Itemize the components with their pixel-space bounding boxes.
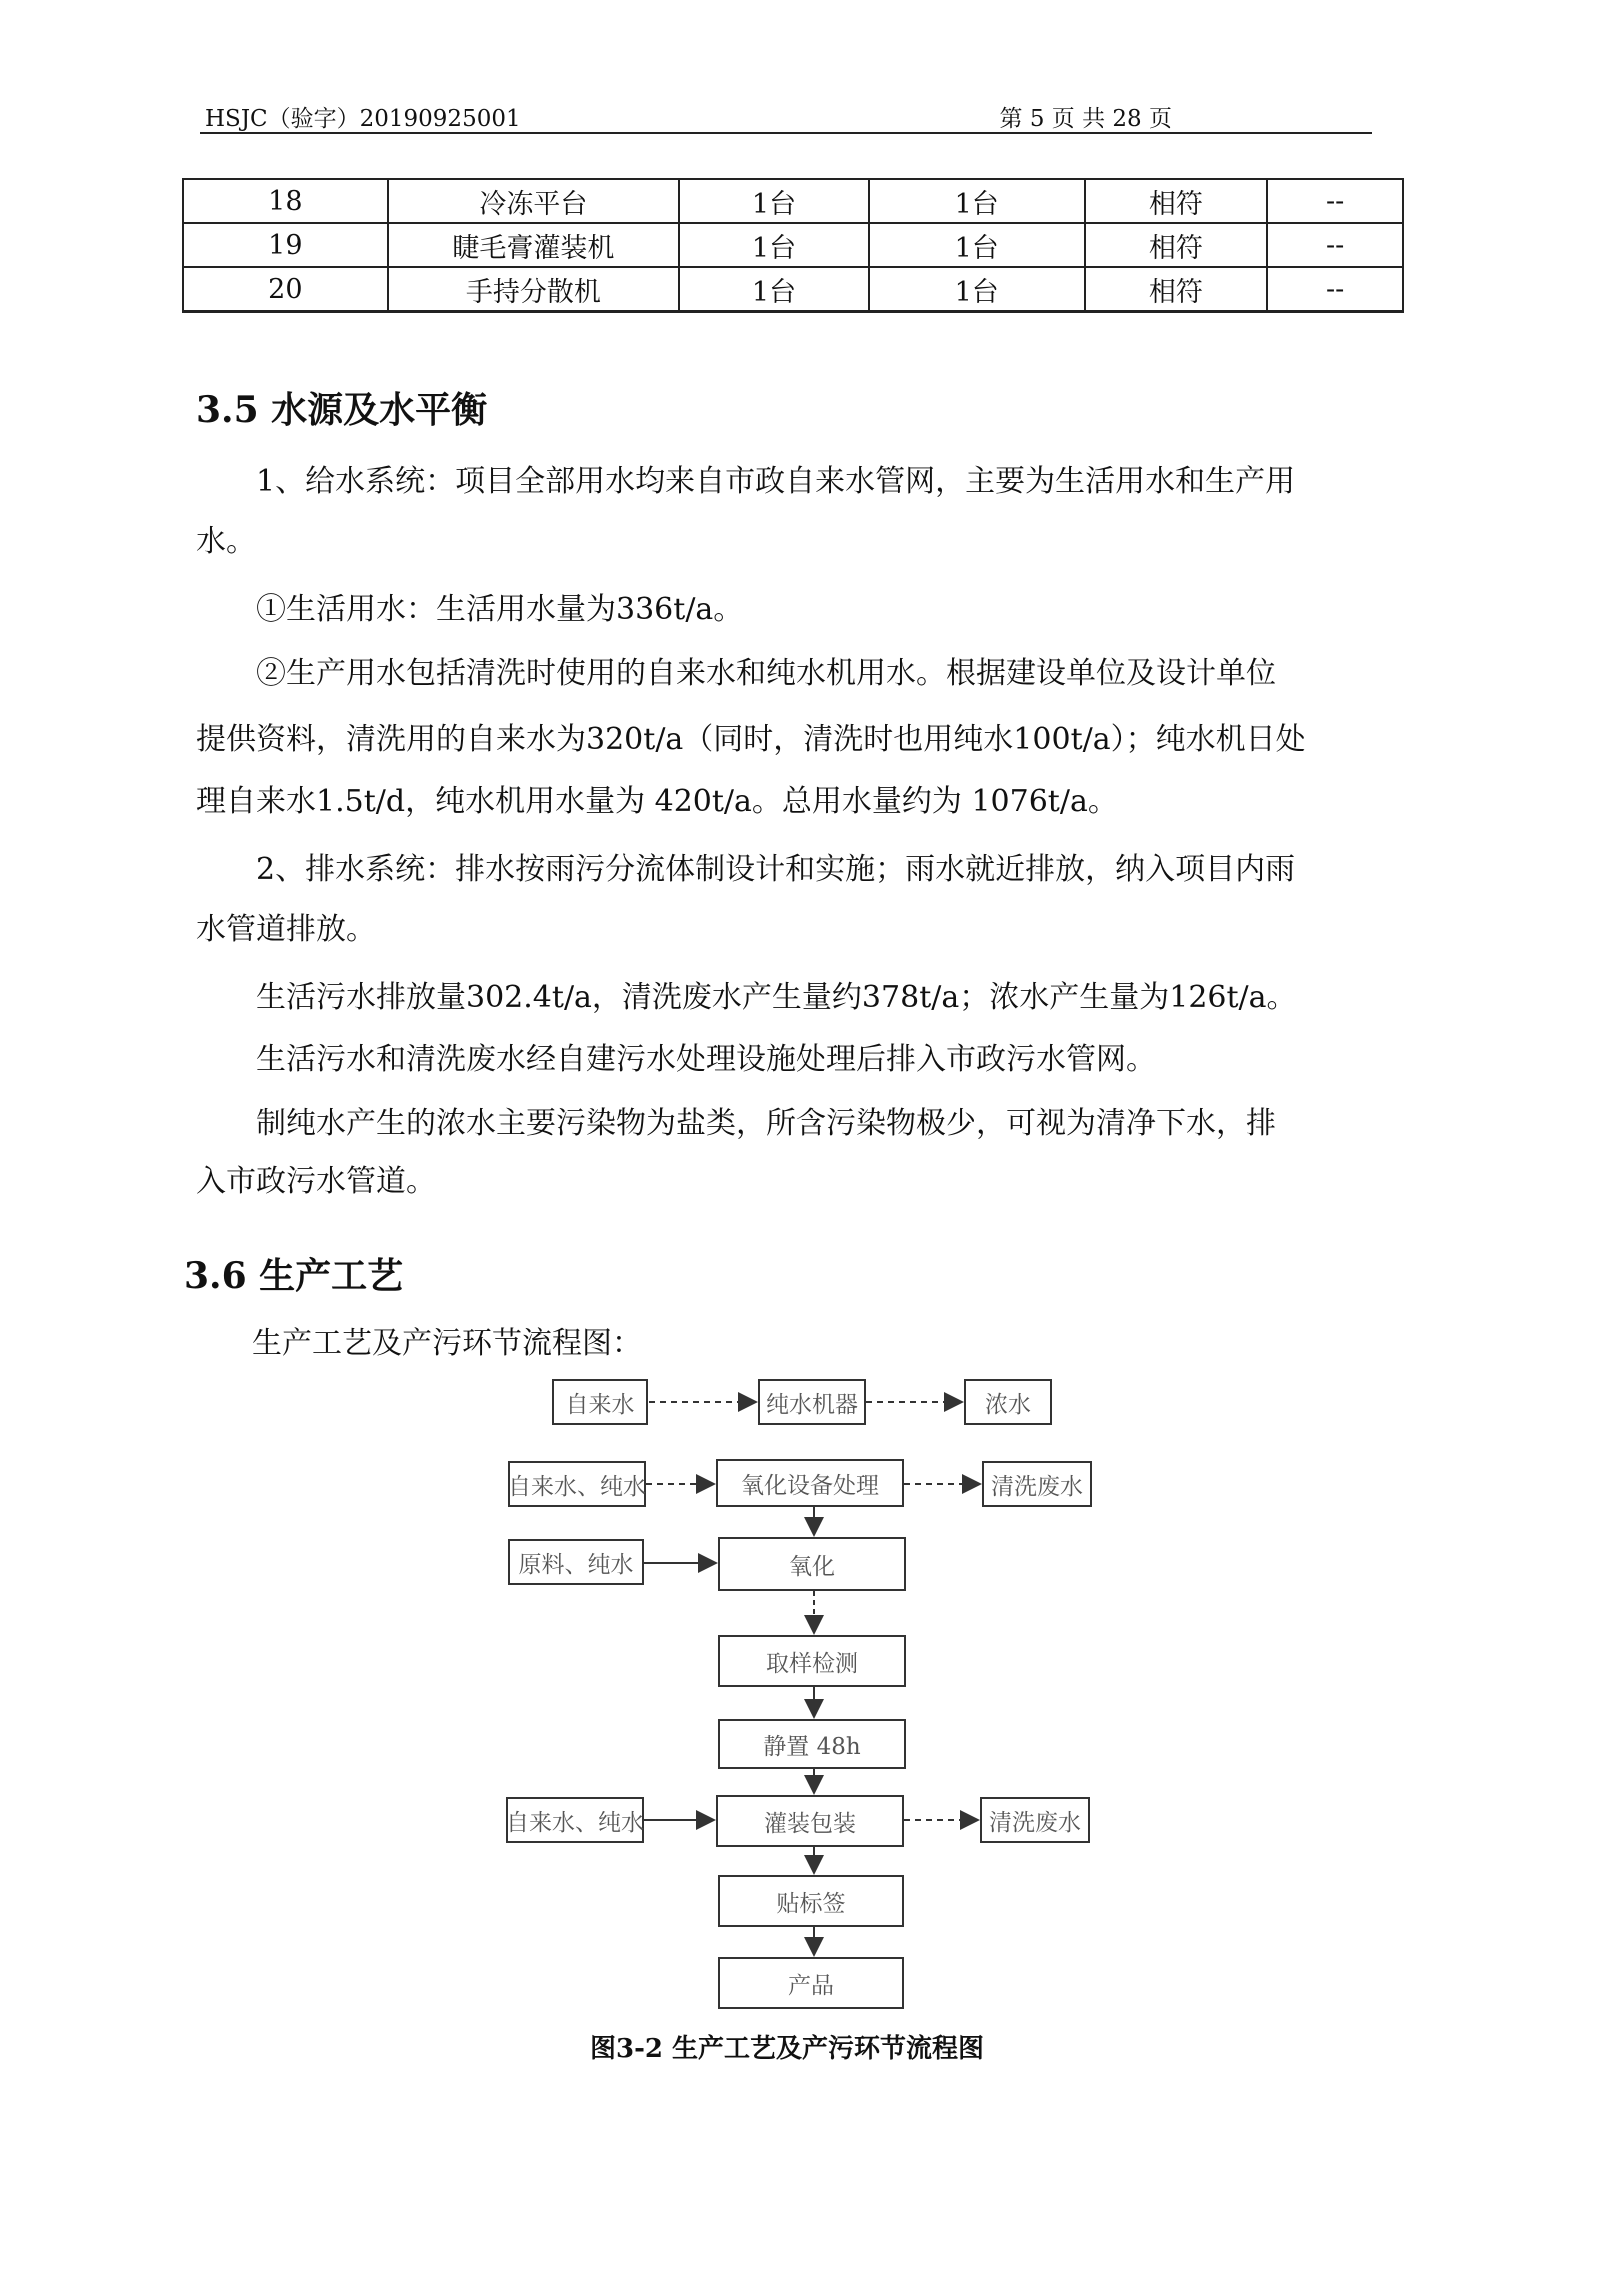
flow-box-cleaning-wastewater: 清洗废水 — [982, 1461, 1092, 1507]
paragraph-line: 理自来水1.5t/d，纯水机用水量为 420t/a。总用水量约为 1076t/a。 — [196, 784, 1118, 819]
section-3-6-heading: 3.6 生产工艺 — [184, 1255, 404, 1297]
paragraph-line: 入市政污水管道。 — [196, 1164, 436, 1199]
paragraph-line: 生活污水和清洗废水经自建污水处理设施处理后排入市政污水管网。 — [256, 1042, 1156, 1077]
table-cell: 18 — [183, 179, 388, 223]
page-info: 第 5 页 共 28 页 — [999, 106, 1172, 132]
section-3-5-heading: 3.5 水源及水平衡 — [196, 389, 488, 431]
table-cell: -- — [1267, 223, 1403, 267]
flow-box-standing: 静置 48h — [718, 1719, 906, 1769]
flow-box-product: 产品 — [718, 1957, 904, 2009]
table-cell: 冷冻平台 — [388, 179, 680, 223]
document-number: HSJC（验字）20190925001 — [205, 106, 521, 132]
flow-box-material-pure-water: 原料、纯水 — [508, 1539, 644, 1585]
table-cell: 20 — [183, 267, 388, 312]
paragraph-line: ②生产用水包括清洗时使用的自来水和纯水机用水。根据建设单位及设计单位 — [256, 656, 1276, 691]
paragraph-line: 生活污水排放量302.4t/a，清洗废水产生量约378t/a；浓水产生量为126t/a。 — [256, 980, 1297, 1015]
flow-box-equipment-treatment: 氧化设备处理 — [716, 1459, 904, 1507]
flow-box-concentrate: 浓水 — [964, 1379, 1052, 1425]
table-cell: 相符 — [1085, 179, 1268, 223]
paragraph-line: 制纯水产生的浓水主要污染物为盐类，所含污染物极少，可视为清净下水，排 — [256, 1106, 1276, 1141]
flow-box-sampling-test: 取样检测 — [718, 1635, 906, 1687]
table-cell: 1台 — [679, 223, 869, 267]
flow-box-tap-pure-water: 自来水、纯水 — [508, 1461, 646, 1507]
paragraph-line: ①生活用水：生活用水量为336t/a。 — [256, 592, 744, 627]
flowchart-intro: 生产工艺及产污环节流程图： — [252, 1326, 642, 1361]
table-cell: 相符 — [1085, 267, 1268, 312]
table-cell: 1台 — [869, 267, 1085, 312]
table-cell: 1台 — [869, 223, 1085, 267]
table-cell: 19 — [183, 223, 388, 267]
table-cell: 手持分散机 — [388, 267, 680, 312]
flow-box-labeling: 贴标签 — [718, 1875, 904, 1927]
flow-box-filling-packaging: 灌装包装 — [716, 1795, 904, 1847]
paragraph-line: 水管道排放。 — [196, 912, 376, 947]
table-cell: -- — [1267, 267, 1403, 312]
flow-box-pure-water-machine: 纯水机器 — [758, 1379, 866, 1425]
flow-box-cleaning-wastewater-2: 清洗废水 — [980, 1797, 1090, 1843]
paragraph-line: 2、排水系统：排水按雨污分流体制设计和实施；雨水就近排放，纳入项目内雨 — [256, 852, 1296, 887]
paragraph-line: 1、给水系统：项目全部用水均来自市政自来水管网，主要为生活用水和生产用 — [256, 464, 1296, 499]
paragraph-line: 水。 — [196, 524, 256, 559]
table-cell: 睫毛膏灌装机 — [388, 223, 680, 267]
table-cell: 1台 — [869, 179, 1085, 223]
table-cell: 相符 — [1085, 223, 1268, 267]
flow-box-tap-pure-water-2: 自来水、纯水 — [506, 1797, 644, 1843]
flow-box-oxidation: 氧化 — [718, 1537, 906, 1591]
table-cell: -- — [1267, 179, 1403, 223]
figure-caption: 图3-2 生产工艺及产污环节流程图 — [590, 2034, 985, 2064]
table-cell: 1台 — [679, 267, 869, 312]
flow-box-tap-water: 自来水 — [552, 1379, 648, 1425]
table-cell: 1台 — [679, 179, 869, 223]
paragraph-line: 提供资料，清洗用的自来水为320t/a（同时，清洗时也用纯水100t/a）；纯水机日处 — [196, 722, 1306, 757]
